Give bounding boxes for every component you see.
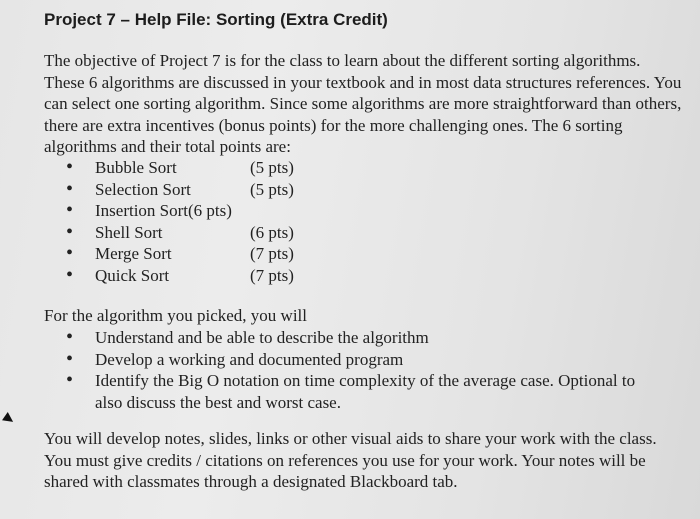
list-item [66,265,294,287]
algorithm-name: Merge Sort [95,244,172,263]
algorithm-points: (7 pts) [250,244,294,263]
algorithm-name: Insertion Sort(6 pts) [95,201,232,220]
algorithm-name: Selection Sort [95,179,191,199]
list-item [66,157,294,179]
list-item: • Identify the Big O notation on time complexity of the average case. Optional to also discuss the best and worst case. [66,370,666,413]
algorithm-list [66,157,294,286]
algorithm-name: Bubble Sort [95,158,177,177]
algorithm-name: Quick Sort [95,265,170,285]
list-item: • Understand and be able to describe the algorithm [66,327,666,349]
closing-paragraph: You will develop notes, slides, links or other visual aids to share your work with the class. You must give credits / citations on references you use for your work. Your notes will be shared with classmates through a designated Blackboard tab. [44,429,657,491]
algorithm-points: (5 pts) [250,179,294,199]
algorithm-points: (7 pts) [250,265,294,285]
list-item [66,200,294,222]
document-title: Project 7 – Help File: Sorting (Extra Credit) [44,10,388,29]
task-list [66,327,666,413]
algorithm-points: (6 pts) [250,222,294,242]
list-item [66,179,294,201]
algorithm-name: Shell Sort [95,222,163,242]
list-item [66,222,294,244]
picked-intro: For the algorithm you picked, you will [44,306,307,325]
list-item: • Develop a working and documented program [66,349,666,371]
list-item [66,243,294,265]
intro-paragraph: The objective of Project 7 is for the class to learn about the different sorting algorithms. These 6 algorithms are discussed in your textbook and in most data structures references. You can select one sorting algorithm. Since some algorithms are more straightforward than others, there are extra incentives (bonus points) for the more challenging ones. The 6 sorting algorithms and their total points are: [44,51,682,156]
pointer-cursor-icon [2,412,16,426]
algorithm-points: (5 pts) [250,158,294,177]
